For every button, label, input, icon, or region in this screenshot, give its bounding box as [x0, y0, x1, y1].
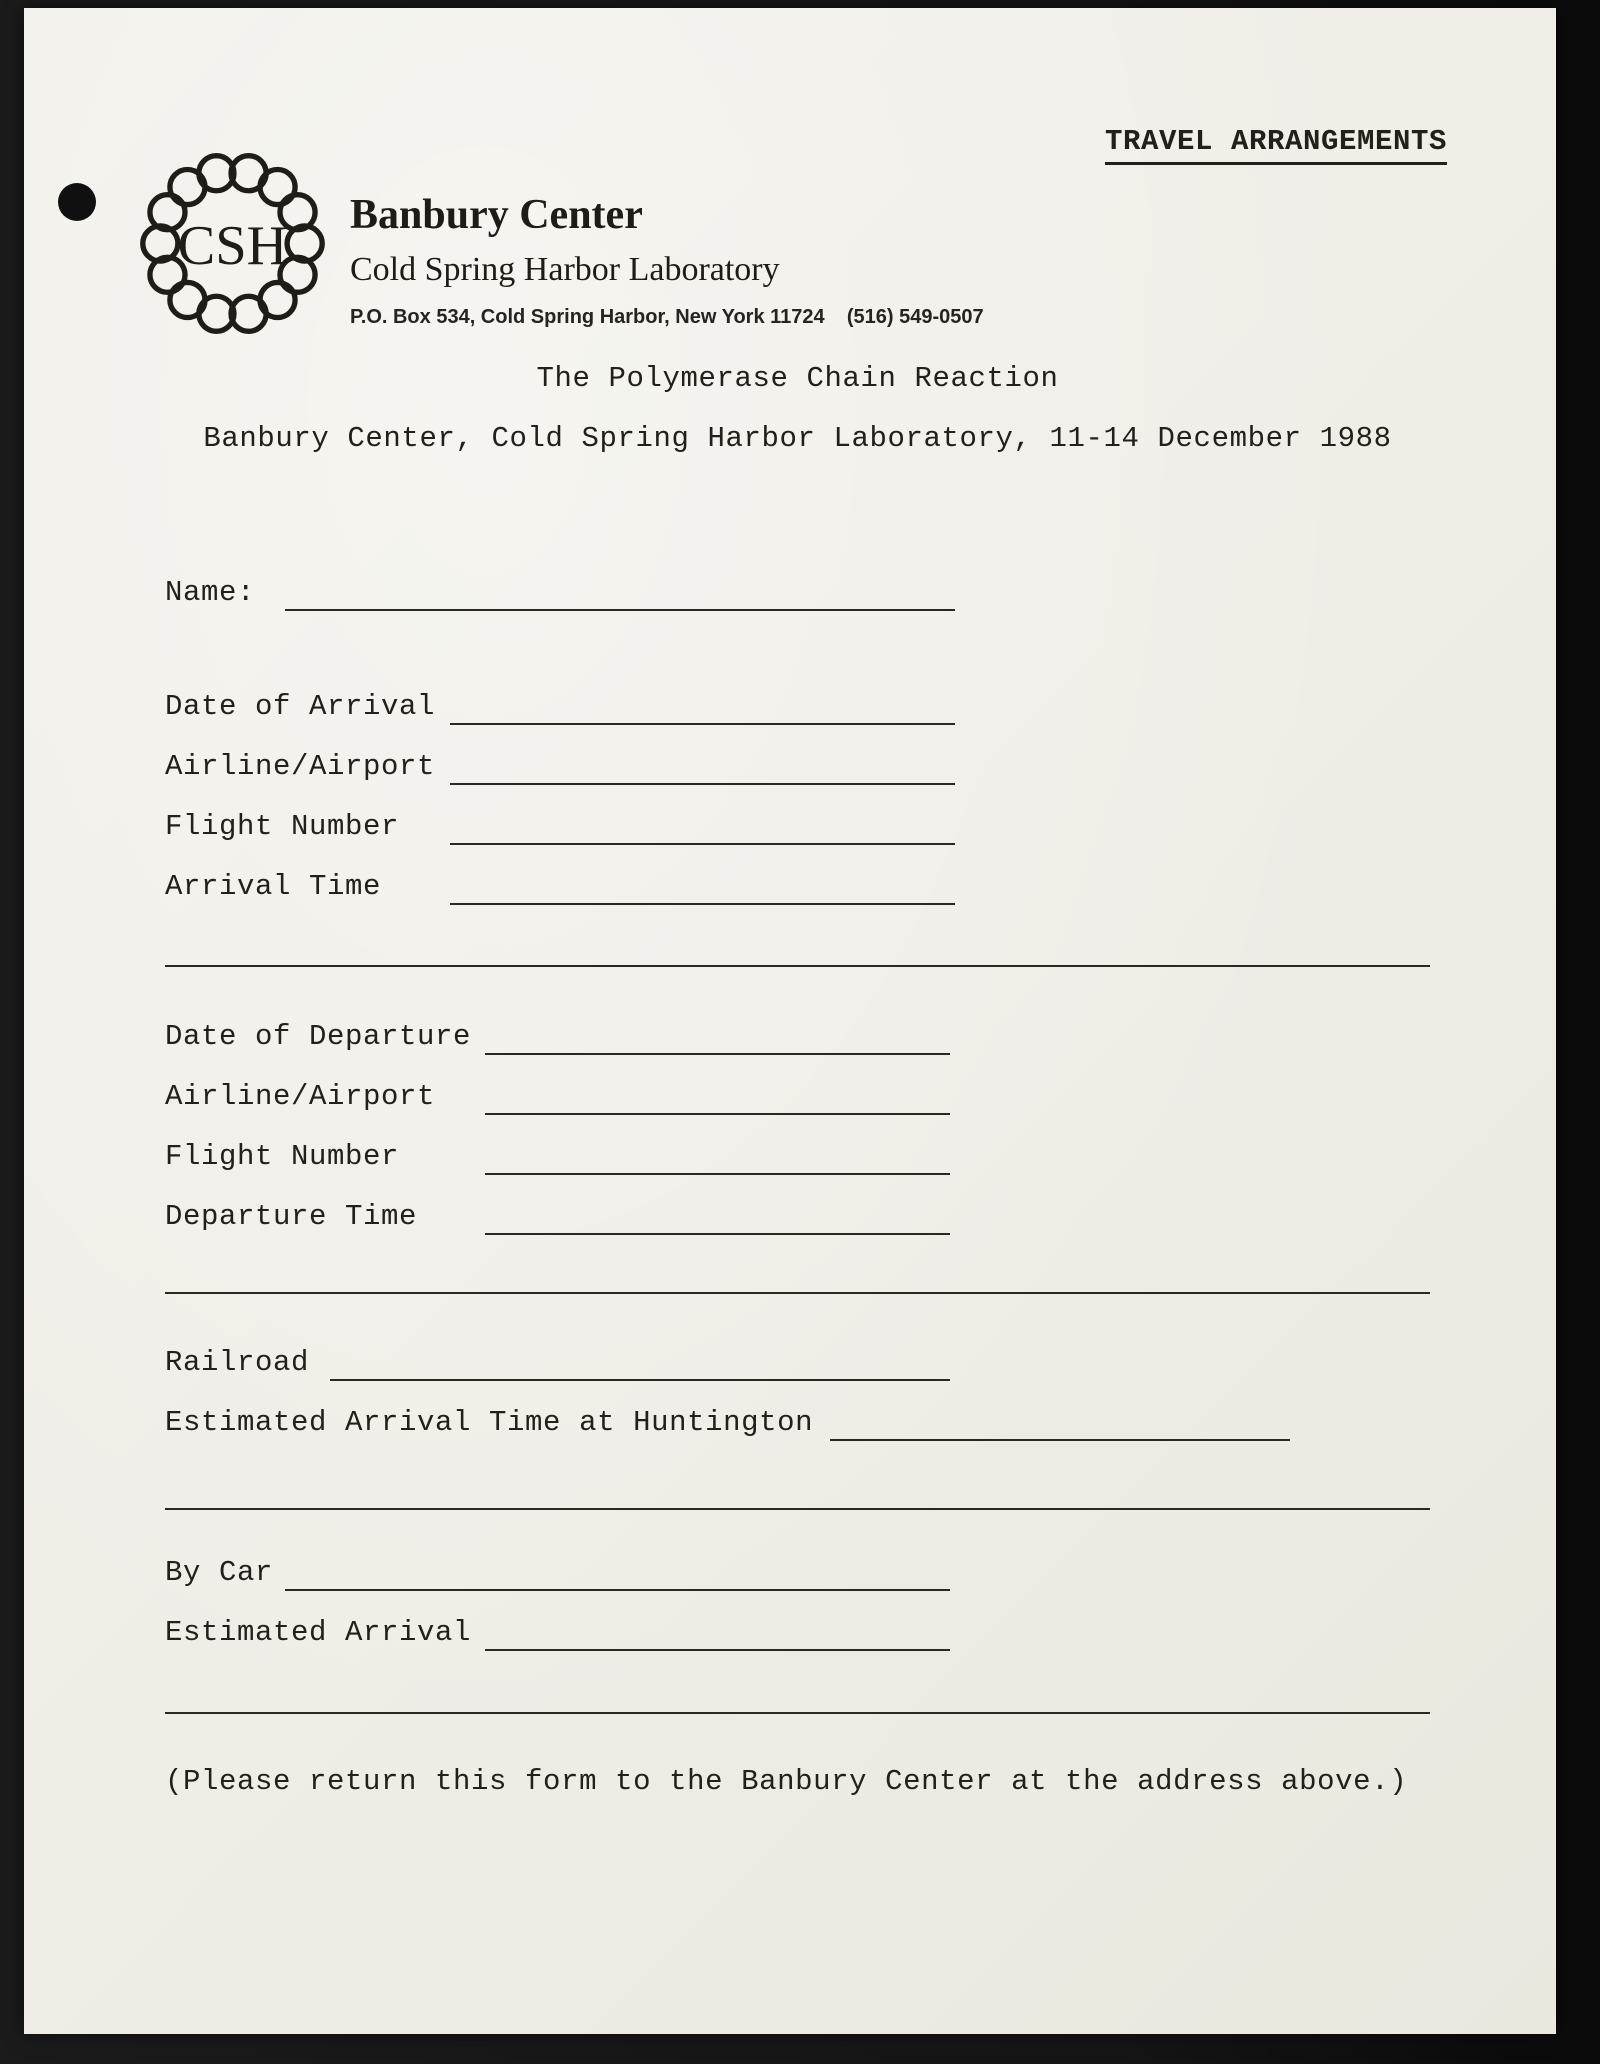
csh-logo-icon [135, 146, 330, 341]
departure-date-row [165, 1019, 950, 1055]
car-estimated-arrival-row [165, 1615, 950, 1651]
section-divider-1 [165, 965, 1430, 967]
org-subname: Cold Spring Harbor Laboratory [350, 251, 780, 288]
departure-date-line [485, 1021, 950, 1055]
departure-time-line [485, 1201, 950, 1235]
org-name: Banbury Center [350, 192, 643, 238]
hole-punch [58, 183, 96, 221]
name-field-label: Name: [165, 576, 256, 609]
logo-text: CSH [177, 214, 288, 277]
railroad-row [165, 1345, 950, 1381]
arrival-airline-label: Airline/Airport [165, 750, 436, 783]
railroad-line [330, 1347, 950, 1381]
arrival-time-label: Arrival Time [165, 870, 382, 903]
departure-airline-row [165, 1079, 950, 1115]
name-field-line [285, 577, 955, 611]
arrival-flight-row [165, 809, 955, 845]
arrival-date-label: Date of Arrival [165, 690, 436, 723]
railroad-label: Railroad [165, 1346, 310, 1379]
arrival-time-line [450, 871, 955, 905]
event-title: The Polymerase Chain Reaction [536, 362, 1059, 395]
paper-sheet [24, 8, 1556, 2034]
huntington-arrival-line [830, 1407, 1290, 1441]
arrival-flight-line [450, 811, 955, 845]
departure-time-label: Departure Time [165, 1200, 418, 1233]
section-divider-3 [165, 1508, 1430, 1510]
departure-airline-line [485, 1081, 950, 1115]
arrival-date-row [165, 689, 955, 725]
departure-flight-line [485, 1141, 950, 1175]
car-estimated-arrival-line [485, 1617, 950, 1651]
section-divider-2 [165, 1292, 1430, 1294]
huntington-arrival-label: Estimated Arrival Time at Huntington [165, 1406, 814, 1439]
by-car-label: By Car [165, 1556, 274, 1589]
huntington-arrival-row [165, 1405, 1290, 1441]
arrival-flight-label: Flight Number [165, 810, 400, 843]
car-estimated-arrival-label: Estimated Arrival [165, 1616, 472, 1649]
event-subtitle: Banbury Center, Cold Spring Harbor Laboratory, 11-14 December 1988 [203, 422, 1392, 455]
by-car-line [285, 1557, 950, 1591]
departure-time-row [165, 1199, 950, 1235]
arrival-airline-row [165, 749, 955, 785]
by-car-row [165, 1555, 950, 1591]
departure-flight-label: Flight Number [165, 1140, 400, 1173]
arrival-airline-line [450, 751, 955, 785]
departure-airline-label: Airline/Airport [165, 1080, 436, 1113]
departure-date-label: Date of Departure [165, 1020, 472, 1053]
name-row [165, 575, 955, 611]
arrival-date-line [450, 691, 955, 725]
document-type-label: TRAVEL ARRANGEMENTS [1105, 125, 1447, 165]
departure-flight-row [165, 1139, 950, 1175]
arrival-time-row [165, 869, 955, 905]
org-address: P.O. Box 534, Cold Spring Harbor, New York 11724 (516) 549-0507 [350, 306, 984, 328]
section-divider-4 [165, 1712, 1430, 1714]
return-instructions: (Please return this form to the Banbury Center at the address above.) [165, 1765, 1408, 1798]
